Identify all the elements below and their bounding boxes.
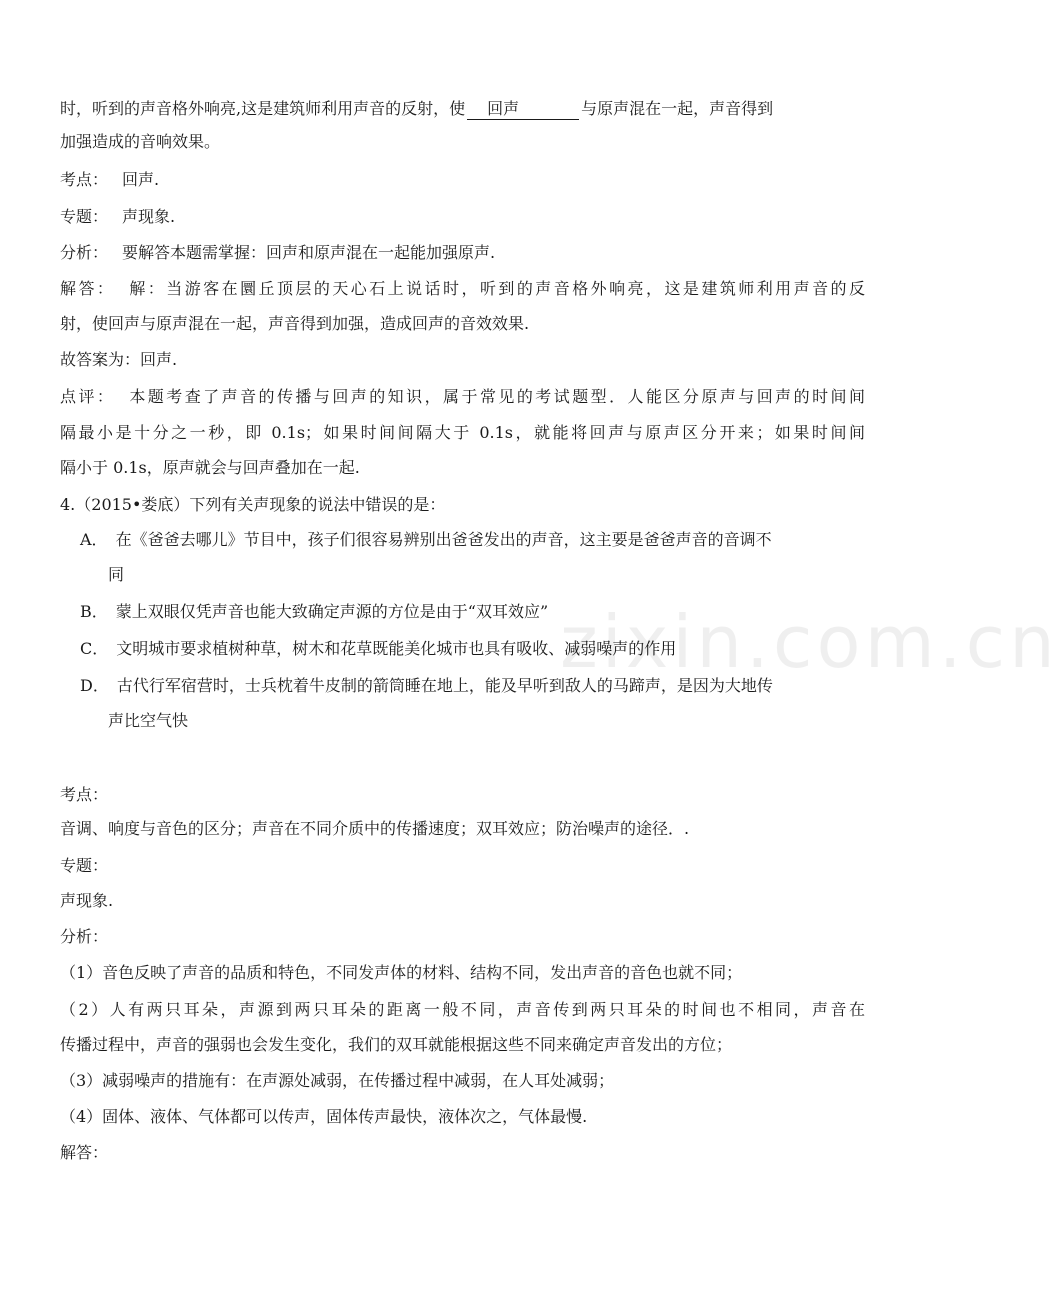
q4-zhuanti-label: 专题：	[60, 856, 109, 875]
q4-fenxi-label: 分析：	[60, 927, 109, 946]
dianping-label: 点评：	[60, 387, 116, 406]
option-a-line-2: 同	[108, 565, 125, 584]
q3-kaodian	[60, 163, 865, 197]
option-letter: D．	[80, 676, 109, 695]
q4-fenxi-2: （2）人有两只耳朵，声源到两只耳朵的距离一般不同，声音传到两只耳朵的时间也不相同，声音在	[60, 1000, 865, 1019]
option-b	[80, 595, 548, 629]
q4-stem: 4.（2015•娄底）下列有关声现象的说法中错误的是：	[60, 495, 446, 514]
option-text: 文明城市要求植树种草，树木和花草既能美化城市也具有吸收、减弱噪声的作用	[116, 639, 677, 658]
q4-kaodian-text: 音调、响度与音色的区分；声音在不同介质中的传播速度；双耳效应；防治噪声的途径．.	[60, 819, 690, 838]
watermark: zixin.com.cn	[560, 600, 1059, 684]
option-letter: A．	[80, 530, 108, 549]
q3-dianping-line-3: 隔小于 0.1s，原声就会与回声叠加在一起.	[60, 458, 360, 477]
option-letter: C．	[80, 639, 109, 658]
kaodian-text: 回声.	[122, 170, 160, 189]
q3-dianping-line-1	[60, 380, 865, 414]
q3-line-2: 加强造成的音响效果。	[60, 132, 221, 151]
q3-dianping-line-2: 隔最小是十分之一秒，即 0.1s；如果时间间隔大于 0.1s，就能将回声与原声区分开来；如果时间间	[60, 423, 865, 442]
q3-fenxi	[60, 236, 865, 270]
q4-jieda-label: 解答：	[60, 1143, 109, 1162]
answer-blank: 回声	[467, 99, 579, 120]
q4-fenxi-4: （3）减弱噪声的措施有：在声源处减弱，在传播过程中减弱，在人耳处减弱；	[60, 1071, 615, 1090]
q4-zhuanti-text: 声现象.	[60, 891, 114, 910]
option-letter: B．	[80, 602, 108, 621]
q4-kaodian-label: 考点：	[60, 785, 109, 804]
q3-text-after-blank: 与原声混在一起，声音得到	[581, 99, 774, 118]
option-text: 蒙上双眼仅凭声音也能大致确定声源的方位是由于“双耳效应”	[115, 602, 549, 621]
q3-line-1	[60, 92, 865, 126]
dianping-text-1: 本题考查了声音的传播与回声的知识，属于常见的考试题型．人能区分原声与回声的时间间	[129, 387, 865, 406]
option-d-line-2: 声比空气快	[108, 711, 189, 730]
option-a	[80, 523, 772, 557]
q4-fenxi-5: （4）固体、液体、气体都可以传声，固体传声最快，液体次之，气体最慢.	[60, 1107, 588, 1126]
zhuanti-text: 声现象.	[122, 207, 176, 226]
q3-jieda-line-1	[60, 272, 865, 306]
q3-text-before-blank: 时，听到的声音格外响亮,这是建筑师利用声音的反射，使	[60, 99, 466, 118]
jieda-text-1: 解：当游客在圜丘顶层的天心石上说话时，听到的声音格外响亮，这是建筑师利用声音的反	[129, 279, 865, 298]
kaodian-label: 考点：	[60, 170, 109, 189]
jieda-label: 解答：	[60, 279, 116, 298]
fenxi-text: 要解答本题需掌握：回声和原声混在一起能加强原声.	[122, 243, 496, 262]
q3-answer: 故答案为：回声.	[60, 350, 178, 369]
zhuanti-label: 专题：	[60, 207, 109, 226]
q3-jieda-line-2: 射，使回声与原声混在一起，声音得到加强，造成回声的音效效果.	[60, 314, 530, 333]
q4-fenxi-3: 传播过程中，声音的强弱也会发生变化，我们的双耳就能根据这些不同来确定声音发出的方位；	[60, 1035, 733, 1054]
option-text: 古代行军宿营时，士兵枕着牛皮制的箭筒睡在地上，能及早听到敌人的马蹄声，是因为大地传	[116, 676, 773, 695]
q4-fenxi-1: （1）音色反映了声音的品质和特色，不同发声体的材料、结构不同，发出声音的音色也就不同；	[60, 963, 743, 982]
q3-zhuanti	[60, 200, 865, 234]
option-text: 在《爸爸去哪儿》节目中，孩子们很容易辨别出爸爸发出的声音，这主要是爸爸声音的音调不	[115, 530, 772, 549]
fenxi-label: 分析：	[60, 243, 109, 262]
